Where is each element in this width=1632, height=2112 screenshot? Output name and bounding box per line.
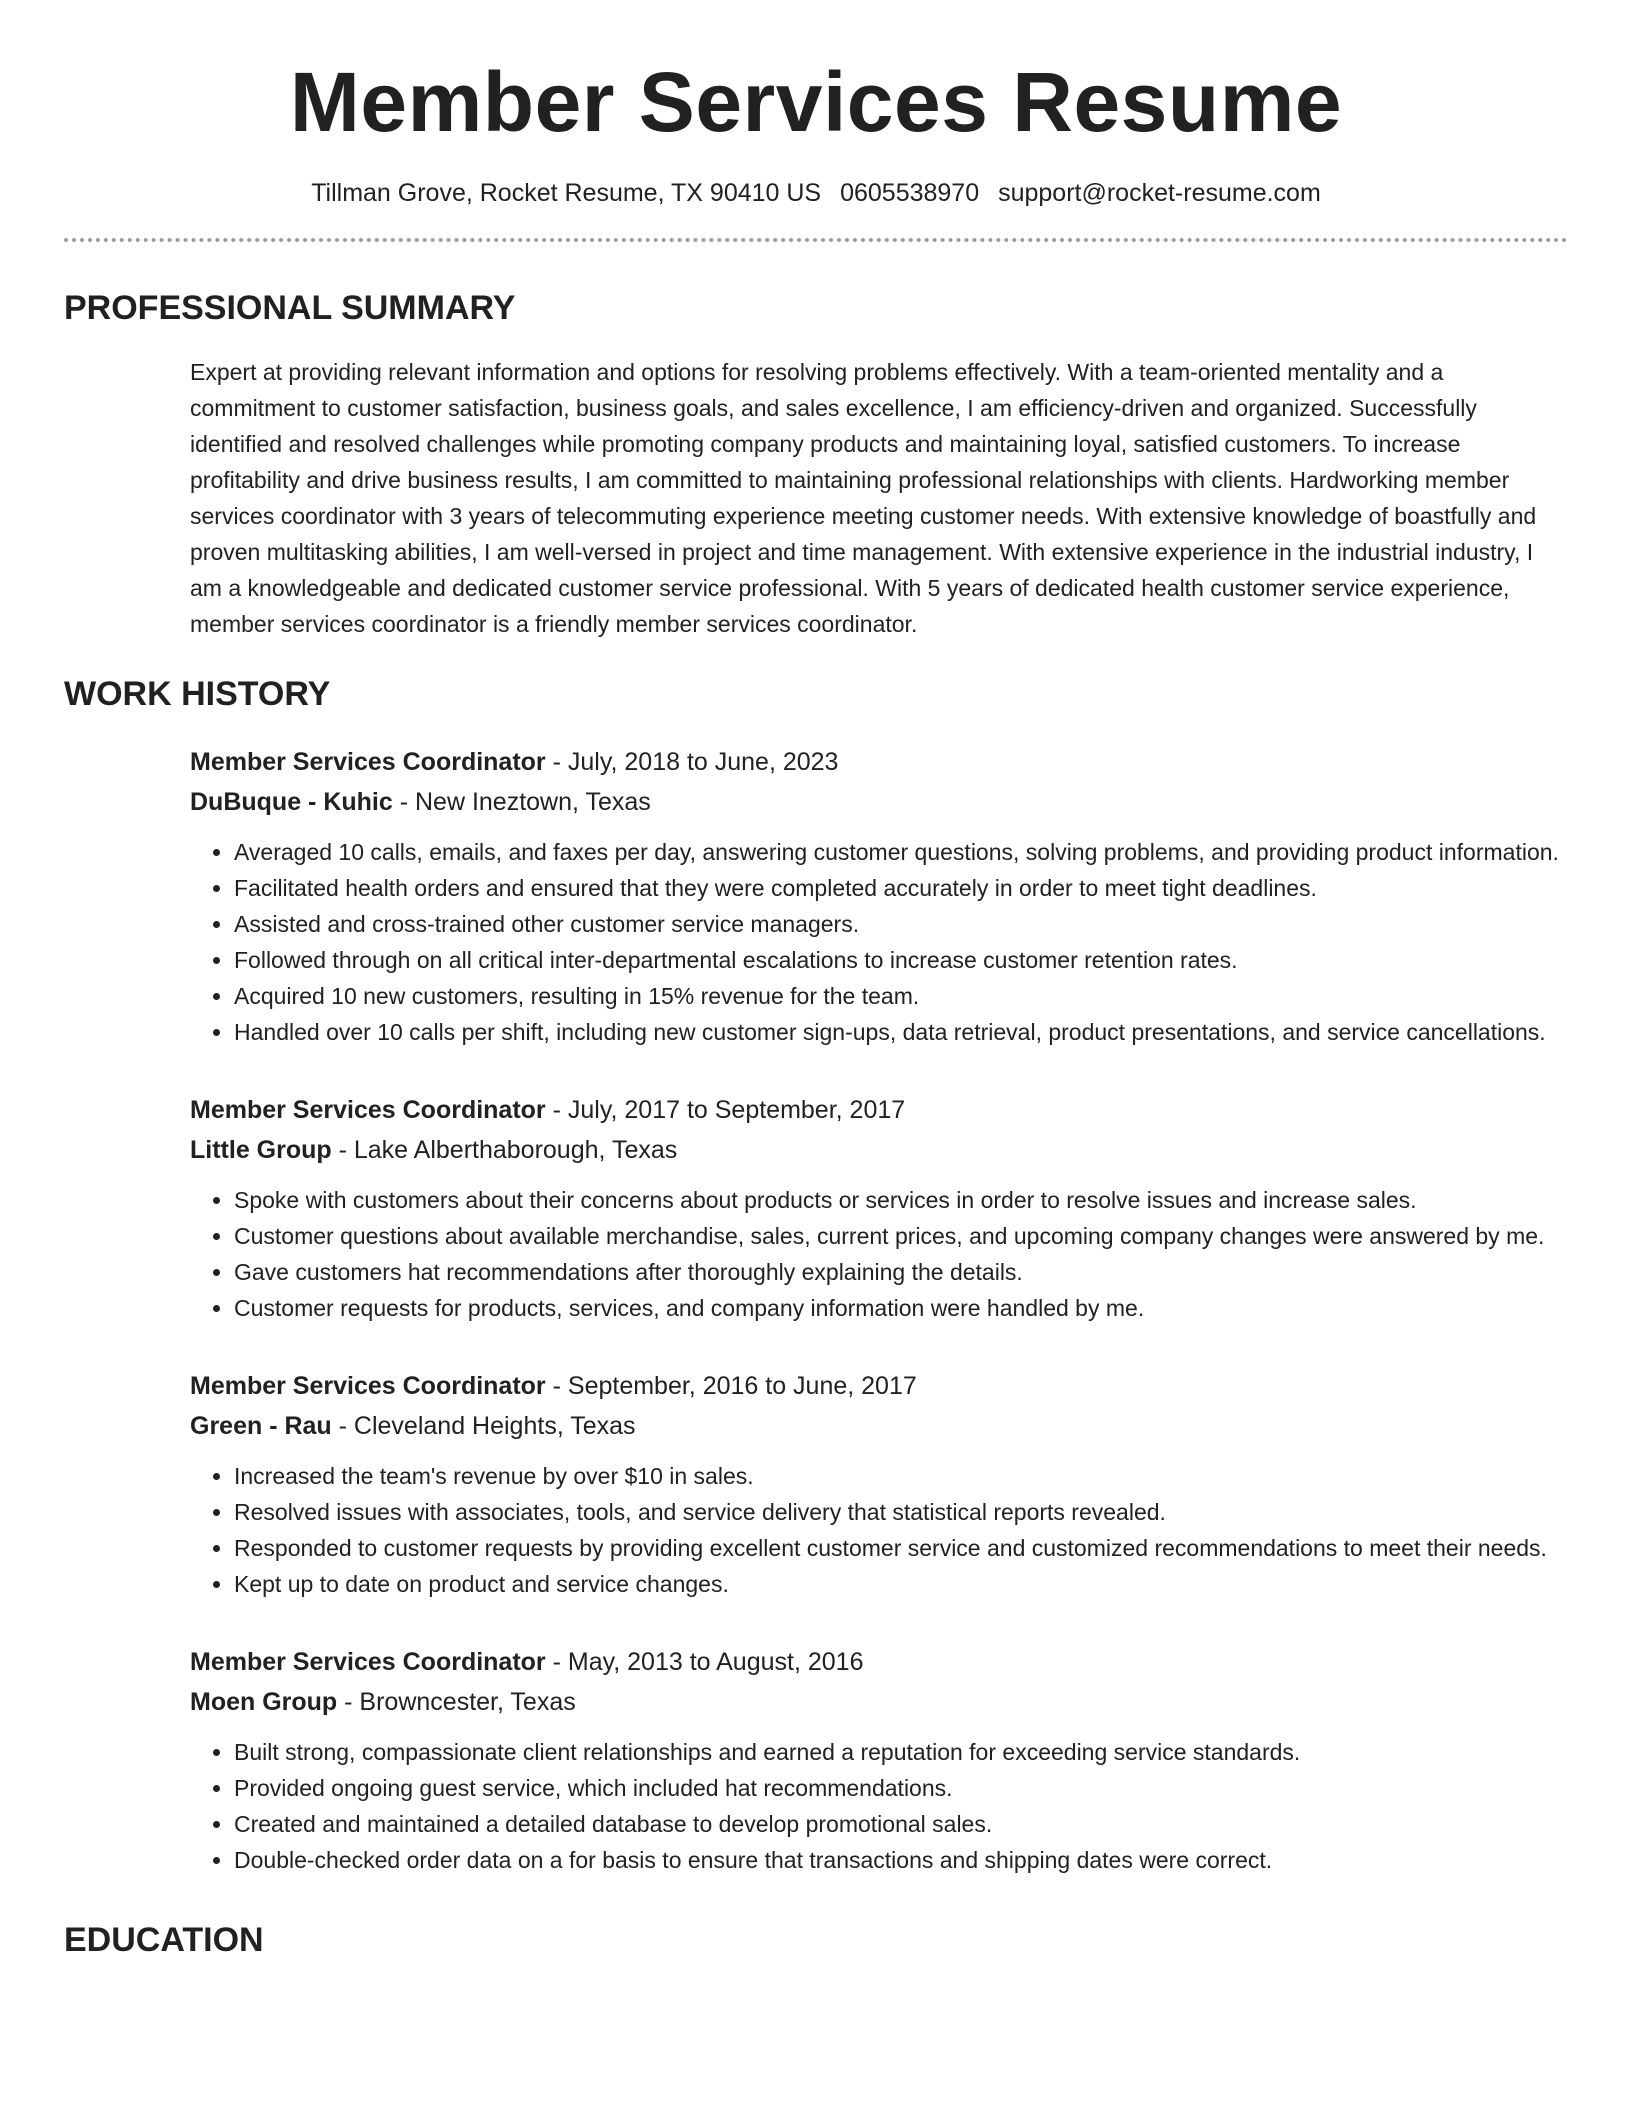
job-bullets [190, 834, 1568, 1050]
job-bullet: • Provided ongoing guest service, which included hat recommendations. [234, 1770, 1568, 1806]
resume-page [64, 0, 1568, 1962]
job-bullet: • Facilitated health orders and ensured that they were completed accurately in order to meet tight deadlines. [234, 870, 1568, 906]
section-title-education: EDUCATION [64, 1921, 264, 1959]
job-company: Green - Rau [190, 1412, 332, 1440]
job-bullet: • Responded to customer requests by providing excellent customer service and customized recommendations to meet their needs. [234, 1530, 1568, 1566]
job-title: Member Services Coordinator [190, 1096, 546, 1124]
job-company: Little Group [190, 1136, 332, 1164]
job-title: Member Services Coordinator [190, 1648, 546, 1676]
job-bullets [190, 1458, 1568, 1602]
job-dates: - May, 2013 to August, 2016 [545, 1648, 864, 1676]
job-bullet: • Increased the team's revenue by over $10 in sales. [234, 1458, 1568, 1494]
job-location: - Cleveland Heights, Texas [331, 1412, 636, 1440]
job-title-line [190, 1642, 1568, 1682]
job-bullet: • Built strong, compassionate client relationships and earned a reputation for exceeding service standards. [234, 1734, 1568, 1770]
job-title: Member Services Coordinator [190, 748, 546, 776]
job-company: DuBuque - Kuhic [190, 788, 393, 816]
job-company-line [190, 1682, 1568, 1722]
job-bullet: • Kept up to date on product and service changes. [234, 1566, 1568, 1602]
job-bullet: • Customer requests for products, services, and company information were handled by me. [234, 1290, 1568, 1326]
job-title-line [190, 1366, 1568, 1406]
job-location: - Browncester, Texas [337, 1688, 576, 1716]
job-bullet: • Created and maintained a detailed database to develop promotional sales. [234, 1806, 1568, 1842]
job-dates: - September, 2016 to June, 2017 [545, 1372, 917, 1400]
job-bullet: • Acquired 10 new customers, resulting in 15% revenue for the team. [234, 978, 1568, 1014]
contact-line [64, 176, 1568, 210]
job-title-line [190, 742, 1568, 782]
job-bullet: • Followed through on all critical inter-departmental escalations to increase customer retention rates. [234, 942, 1568, 978]
job-bullets [190, 1182, 1568, 1326]
job-dates: - July, 2018 to June, 2023 [545, 748, 839, 776]
summary-text: Expert at providing relevant information and options for resolving problems effectively. With a team-oriented mentality and a commitment to customer satisfaction, business goals, and sales excellence, I am efficiency-driven and organized. Successfully identified and resolved challenges while promoting company products and maintaining loyal, satisfied customers. To increase profitability and drive business results, I am committed to maintaining professional relationships with clients. Hardworking member services coordinator with 3 years of telecommuting experience meeting customer needs. With extensive knowledge of boastfully and proven multitasking abilities, I am well-versed in project and time management. With extensive experience in the industrial industry, I am a knowledgeable and dedicated customer service professional. With 5 years of dedicated health customer service experience, member services coordinator is a friendly member services coordinator. [190, 359, 1537, 637]
job-location: - Lake Alberthaborough, Texas [331, 1136, 678, 1164]
job-bullet: • Resolved issues with associates, tools, and service delivery that statistical reports revealed. [234, 1494, 1568, 1530]
job-bullet: • Averaged 10 calls, emails, and faxes per day, answering customer questions, solving problems, and providing product information. [234, 834, 1568, 870]
job-bullet: • Double-checked order data on a for basis to ensure that transactions and shipping dates were correct. [234, 1842, 1568, 1878]
section-title-summary: PROFESSIONAL SUMMARY [64, 289, 516, 327]
contact-email: support@rocket-resume.com [998, 179, 1321, 207]
header-divider [64, 238, 1568, 242]
job-entry [190, 1366, 1568, 1602]
job-bullet: • Gave customers hat recommendations after thoroughly explaining the details. [234, 1254, 1568, 1290]
job-bullet: • Spoke with customers about their concerns about products or services in order to resolve issues and increase sales. [234, 1182, 1568, 1218]
job-bullet: • Handled over 10 calls per shift, including new customer sign-ups, data retrieval, product presentations, and service cancellations. [234, 1014, 1568, 1050]
job-company-line [190, 782, 1568, 822]
job-bullet: • Assisted and cross-trained other customer service managers. [234, 906, 1568, 942]
job-bullets [190, 1734, 1568, 1878]
job-location: - New Ineztown, Texas [392, 788, 651, 816]
job-bullet: • Customer questions about available merchandise, sales, current prices, and upcoming company changes were answered by me. [234, 1218, 1568, 1254]
job-title-line [190, 1090, 1568, 1130]
job-entry [190, 1090, 1568, 1326]
job-company-line [190, 1406, 1568, 1446]
contact-phone: 0605538970 [840, 179, 980, 207]
job-entry [190, 742, 1568, 1050]
resume-title: Member Services Resume [289, 55, 1343, 149]
job-entry [190, 1642, 1568, 1878]
contact-address: Tillman Grove, Rocket Resume, TX 90410 US [311, 179, 822, 207]
job-company: Moen Group [190, 1688, 338, 1716]
job-title: Member Services Coordinator [190, 1372, 546, 1400]
job-dates: - July, 2017 to September, 2017 [545, 1096, 906, 1124]
work-history-list [190, 742, 1568, 1878]
section-title-work-history: WORK HISTORY [64, 675, 331, 713]
job-company-line [190, 1130, 1568, 1170]
